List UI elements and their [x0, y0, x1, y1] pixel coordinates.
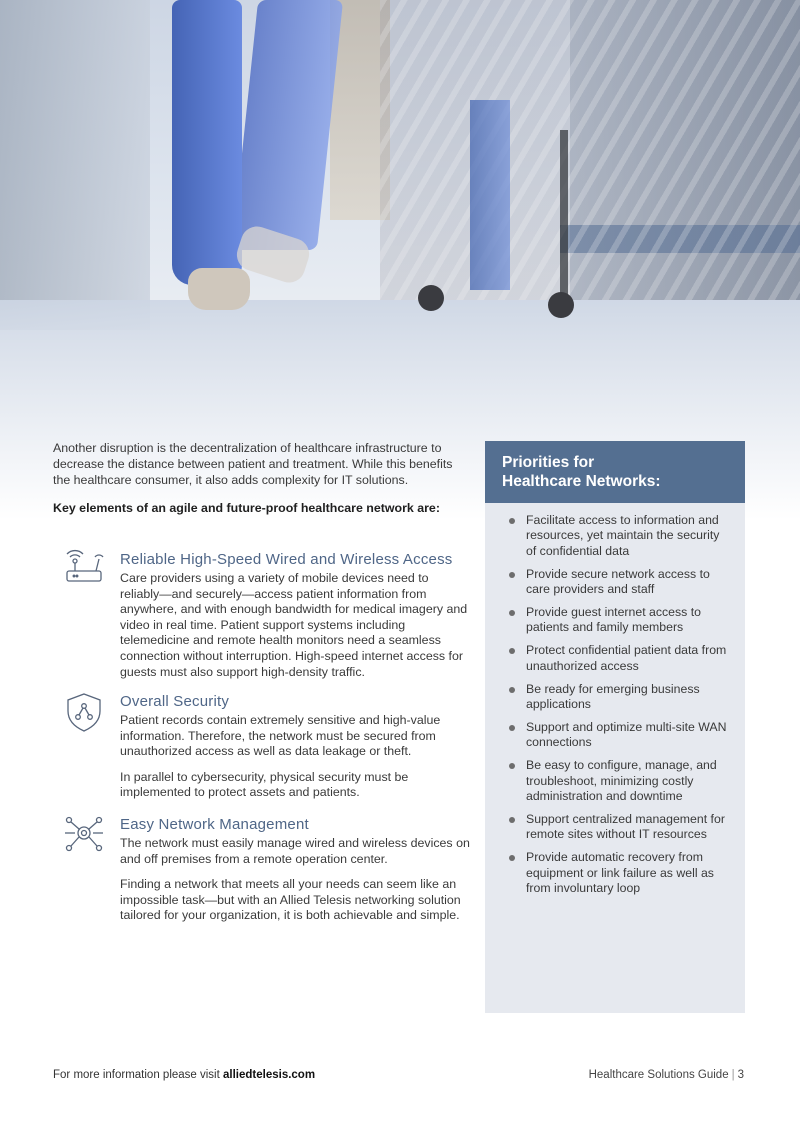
feature-title: Easy Network Management: [120, 816, 309, 833]
priorities-title-line1: Priorities for: [502, 454, 595, 471]
list-item: Be ready for emerging business applications: [507, 682, 727, 713]
list-item: Provide guest internet access to patients and family members: [507, 605, 727, 636]
feature-title: Reliable High-Speed Wired and Wireless Access: [120, 551, 453, 568]
list-item: Provide automatic recovery from equipment or link failure as well as from involuntary loop: [507, 850, 727, 896]
list-item: Protect confidential patient data from unauthorized access: [507, 643, 727, 674]
priorities-title-line2: Healthcare Networks:: [502, 473, 661, 490]
intro-section: [53, 440, 463, 516]
priorities-list: [485, 503, 745, 897]
footer-page-info: [589, 1069, 744, 1081]
priorities-header: [485, 441, 745, 503]
bullet-icon: [509, 817, 515, 823]
list-item: Provide secure network access to care providers and staff: [507, 567, 727, 598]
feature-paragraph: The network must easily manage wired and wireless devices on and off premises from a remote operation center.: [120, 836, 470, 866]
bullet-icon: [509, 855, 515, 861]
feature-paragraph: Care providers using a variety of mobile devices need to reliably—and securely—access patient information from anywhere, and with enough bandwidth for medical imagery and video in real time. Patient support systems including telemedicine and remote health monitors need a seamless connection without interruption. High-speed internet access for guests must also support high-density traffic.: [120, 571, 468, 679]
bullet-icon: [509, 610, 515, 616]
network-management-icon: [63, 814, 105, 856]
footer-visit: [53, 1069, 315, 1081]
feature-paragraph: In parallel to cybersecurity, physical security must be implemented to protect assets and patients.: [120, 769, 409, 800]
bullet-icon: [509, 725, 515, 731]
shield-network-icon: [63, 691, 105, 733]
list-item: Support centralized management for remote sites without IT resources: [507, 812, 727, 843]
intro-paragraph: Another disruption is the decentralization of healthcare infrastructure to decrease the distance between patient and treatment. While this benefits the healthcare consumer, it also adds complexity for IT solutions.: [53, 441, 453, 487]
bullet-icon: [509, 648, 515, 654]
feature-paragraph: Finding a network that meets all your needs can seem like an impossible task—but with an Allied Telesis networking solution tailored for your organization, it is both achievable and simple.: [120, 877, 461, 923]
page-number: 3: [737, 1069, 744, 1081]
key-elements-heading: Key elements of an agile and future-proof healthcare network are:: [53, 501, 440, 515]
footer-visit-text: For more information please visit: [53, 1069, 224, 1081]
list-item: Facilitate access to information and resources, yet maintain the security of confidential data: [507, 513, 727, 559]
wireless-router-icon: [63, 549, 105, 591]
feature-paragraph: Patient records contain extremely sensitive and high-value information. Therefore, the network must be secured from unauthorized access as well as data leakage or theft.: [120, 713, 441, 759]
list-item: Support and optimize multi-site WAN connections: [507, 720, 727, 751]
list-item: Be easy to configure, manage, and troubleshoot, minimizing costly administration and downtime: [507, 758, 727, 804]
bullet-icon: [509, 763, 515, 769]
feature-title: Overall Security: [120, 693, 230, 710]
bullet-icon: [509, 572, 515, 578]
website-link[interactable]: alliedtelesis.com: [223, 1069, 316, 1081]
footer-separator: |: [731, 1069, 735, 1081]
priorities-panel: [485, 441, 745, 1013]
guide-title: Healthcare Solutions Guide: [588, 1069, 729, 1081]
bullet-icon: [509, 687, 515, 693]
bullet-icon: [509, 518, 515, 524]
